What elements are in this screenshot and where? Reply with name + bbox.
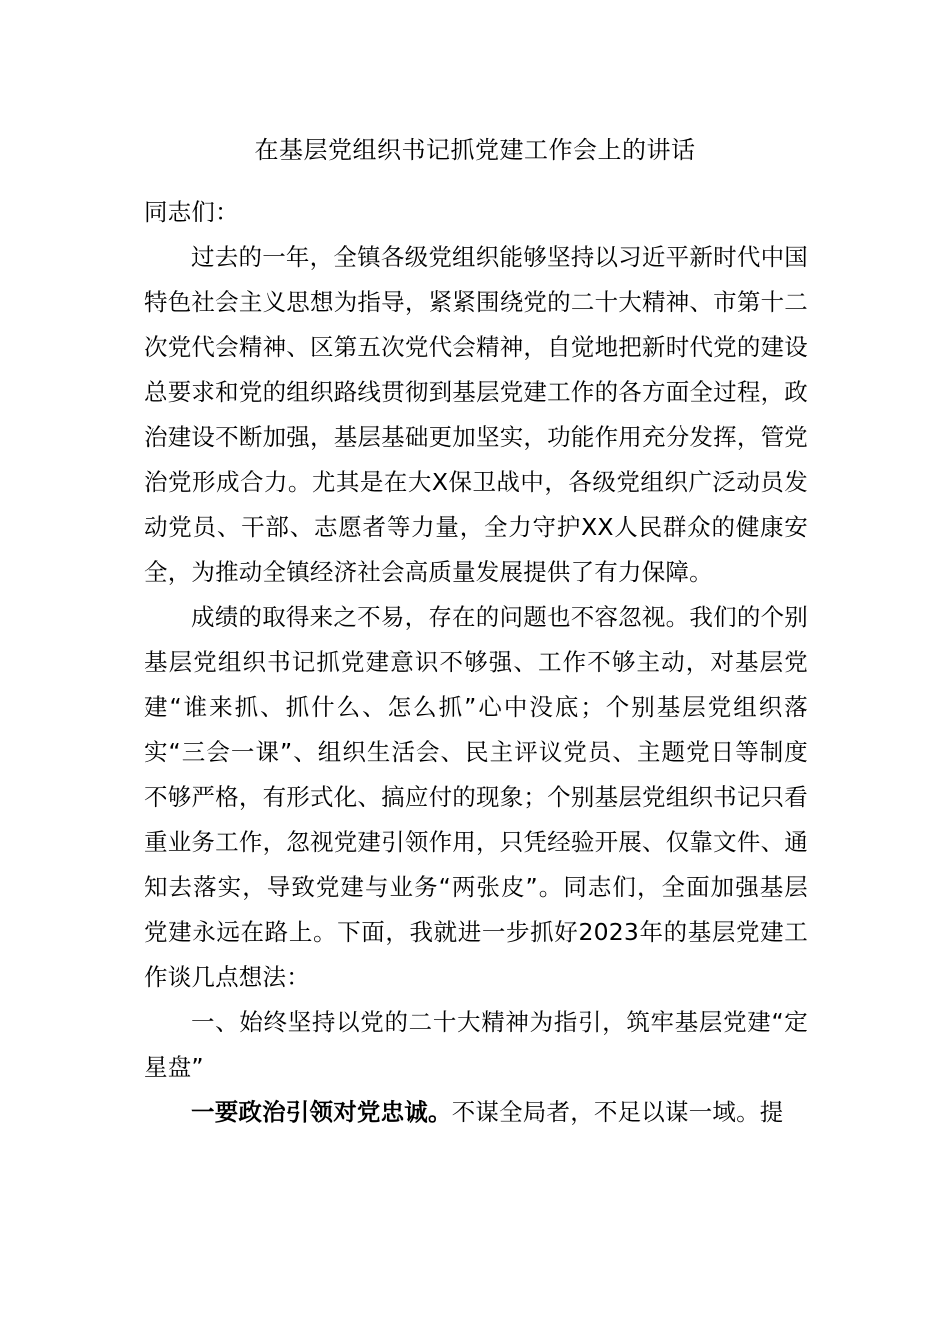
document-body: [144, 190, 808, 1135]
paragraph-3: [144, 1090, 808, 1135]
document-title: 在基层党组织书记抓党建工作会上的讲话: [254, 136, 696, 164]
paragraph-1: 过去的一年，全镇各级党组织能够坚持以习近平新时代中国特色社会主义思想为指导，紧紧围绕党的二十大精神、市第十二次党代会精神、区第五次党代会精神，自觉地把新时代党的建设总要求和党的组织路线贯彻到基层党建工作的各方面全过程，政治建设不断加强，基层基础更加坚实，功能作用充分发挥，管党治党形成合力。尤其是在大X保卫战中，各级党组织广泛动员发动党员、干部、志愿者等力量，全力守护XX人民群众的健康安全，为推动全镇经济社会高质量发展提供了有力保障。: [144, 243, 808, 586]
bold-lead: 一要政治引领对党忠诚。: [191, 1098, 452, 1126]
paragraph-2: 成绩的取得来之不易，存在的问题也不容忽视。我们的个别基层党组织书记抓党建意识不够强、工作不够主动，对基层党建“谁来抓、抓什么、怎么抓”心中没底；个别基层党组织落实“三会一课”、组织生活会、民主评议党员、主题党日等制度不够严格，有形式化、搞应付的现象；个别基层党组织书记只看重业务工作，忽视党建引领作用，只凭经验开展、仅靠文件、通知去落实，导致党建与业务“两张皮”。同志们，全面加强基层党建永远在路上。下面，我就进一步抓好2023年的基层党建工作谈几点想法：: [144, 603, 808, 991]
salutation: 同志们：: [144, 198, 239, 226]
paragraph-3-text: 不谋全局者，不足以谋一域。提: [451, 1098, 784, 1126]
section-heading: 一、始终坚持以党的二十大精神为指引，筑牢基层党建“定星盘”: [144, 1008, 808, 1081]
